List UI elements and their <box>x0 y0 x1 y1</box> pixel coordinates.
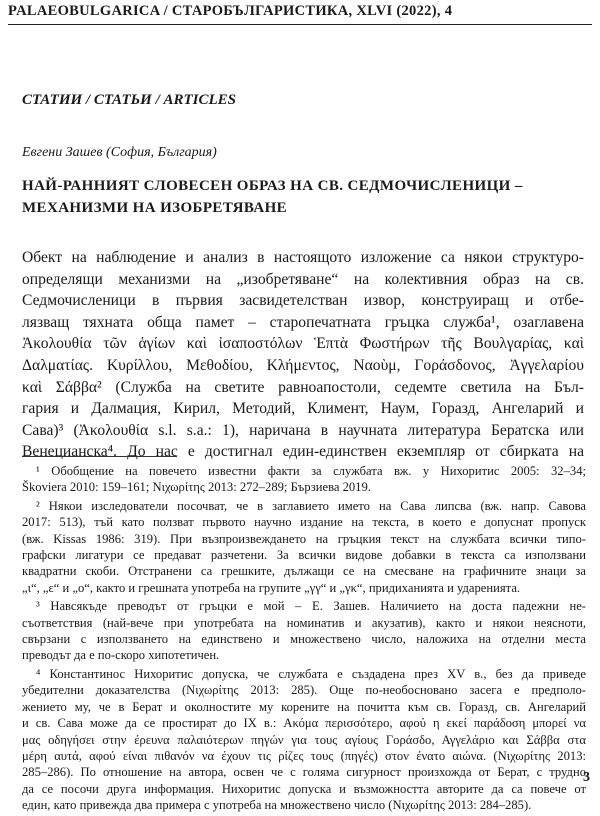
footnote-line: квадратни скоби. Отстранени са грешките, дължащи се на смесване на графичните знаци за <box>22 564 586 579</box>
title-line: НАЙ-РАННИЯТ СЛОВЕСЕН ОБРАЗ НА СВ. СЕДМОЧИСЛЕНИЦИ – <box>22 178 523 194</box>
footnote-4 <box>22 666 586 814</box>
footnote-line: (вж. Kissas 1986: 319). При възпроизвеждането на гръцкия текст на службата всички типо- <box>22 531 586 546</box>
footnote-line: графски лигатури се предават разчетени. За всички видове добавки в текста са използвани <box>22 548 586 563</box>
footnote-line: Škoviera 2010: 159–161; Νιχωρίτης 2013: 272–289; Бързиева 2019. <box>22 480 371 495</box>
footnote-line: 2017: 513), тъй като ползват първото научно издание на текста, в което е допуснат пропуск <box>22 515 586 530</box>
author-line: Евгени Зашев (София, България) <box>22 145 217 160</box>
footnote-line: и св. Сава може да се простират до IX в.: Ακόμα περισσότερο, αφού η εκεί παράδοση μπορεί να <box>22 716 586 731</box>
footnote-2 <box>22 498 586 596</box>
footnote-line: μέρη αυτά, αφού είναι πιθανόν να έχουν τις ρίζες τους (πηγές) στον ένατο αιώνα. (Νιχωρίτης 2013: <box>22 748 586 763</box>
footnote-line: ⁴ Константинос Нихоритис допуска, че службата е създадена през XV в., без да приведе <box>36 666 586 681</box>
body-line: Δαλματίας. Κυρίλλου, Μεθοδίου, Κλήμεντος, Ναοὺμ, Γοράσδονος, Ἀγγελαρίου <box>22 356 584 374</box>
title-line: МЕХАНИЗМИ НА ИЗОБРЕТЯВАНЕ <box>22 200 288 216</box>
footnote-line: свързани с използването на единствено и множествено число, наложиха на отделни места <box>22 632 586 647</box>
footnotes <box>22 463 586 816</box>
footnote-3 <box>22 598 586 664</box>
footnote-line: 285–286). По отношение на автора, освен че с голяма сигурност произхожда от Берат, с трудно <box>22 765 586 780</box>
body-line: Обект на наблюдение и анализ в настоящото изложение са някои структуро- <box>22 249 584 266</box>
footnote-line: ³ Навсякъде преводът от гръцки е мой – Е. Зашев. Наличието на доста падежни не- <box>36 599 586 614</box>
body-line: гария и Далмация, Кирил, Методий, Климент, Наум, Горазд, Ангеларий и <box>22 400 584 418</box>
footnote-line: съответствия (най-вече при употребата на номинатив и акузатив), както и някои неясноти, <box>22 615 586 630</box>
footnote-line: да се посочи друга информация. Нихоритис допуска и възможността авторите да са повече от <box>22 781 586 796</box>
footnote-1 <box>22 463 586 496</box>
footnote-line: преводът да е по-скоро хипотетичен. <box>22 648 220 663</box>
body-line: определящи механизми на „изобретяване“ на колективния образ на св. <box>22 270 584 288</box>
body-line: Сава)³ (Ἀκολουθία s.l. s.a.: 1), наричана в научната литература Бератска или <box>22 421 584 439</box>
footnote-line: „ι“, „ε“ и „ο“, както и грешната употреба на групите „γγ“ и „γκ“, придиханията и ударенията. <box>22 580 521 595</box>
body-line: Седмочисленици в първия засвидетелстван извор, конструиращ и отбе- <box>22 292 584 310</box>
page-number: 3 <box>583 770 590 785</box>
footnote-line: ² Някои изследователи посочват, че в заглавието името на Сава липсва (вж. напр. Савова <box>36 498 586 513</box>
footnote-line: убедителни доказателства (Νιχωρίτης 2013: 285). Още по-необосновано засега е предполо- <box>22 683 586 698</box>
body-line: Венецианска⁴. До нас е достигнал един-единствен екземпляр от сбирката на <box>22 443 584 461</box>
body-line: лязващ тяхната обща памет – старопечатната гръцка служба¹, озаглавена <box>22 313 584 331</box>
body-paragraph <box>22 247 584 463</box>
article-title <box>22 175 582 219</box>
body-line: Ἀκολουθία τῶν ἁγίων καὶ ἰσαποστόλων Ἑπτὰ Φωστήρων τῆς Βουλγαρίας, καὶ <box>22 335 584 353</box>
running-head: PALAEOBULGARICA / СТАРОБЪЛГАРИСТИКА, XLVI (2022), 4 <box>8 0 592 25</box>
footnote-line: жението му, че в Берат и околностите му корените на почитта към св. Горазд, св. Ангеларий <box>22 699 586 714</box>
body-line: καὶ Σάββα² (Служба на светите равноапостоли, седемте светила на Бъл- <box>22 378 584 396</box>
footnote-line: един, като привежда два примера с употреба на множествено число (Νιχωρίτης 2013: 284–285). <box>22 798 532 813</box>
section-heading: СТАТИИ / СТАТЬИ / ARTICLES <box>22 92 237 108</box>
footnote-divider <box>22 456 177 457</box>
footnote-line: μας οδηγήσει στην έρευνα παλαιότερων πηγών για τους αγίους Γοράσδο, Αγγελάριο και Σάββα στα <box>22 732 586 747</box>
footnote-line: ¹ Обобщение на повечето известни факти за службата вж. у Нихоритис 2005: 32–34; <box>36 464 586 478</box>
